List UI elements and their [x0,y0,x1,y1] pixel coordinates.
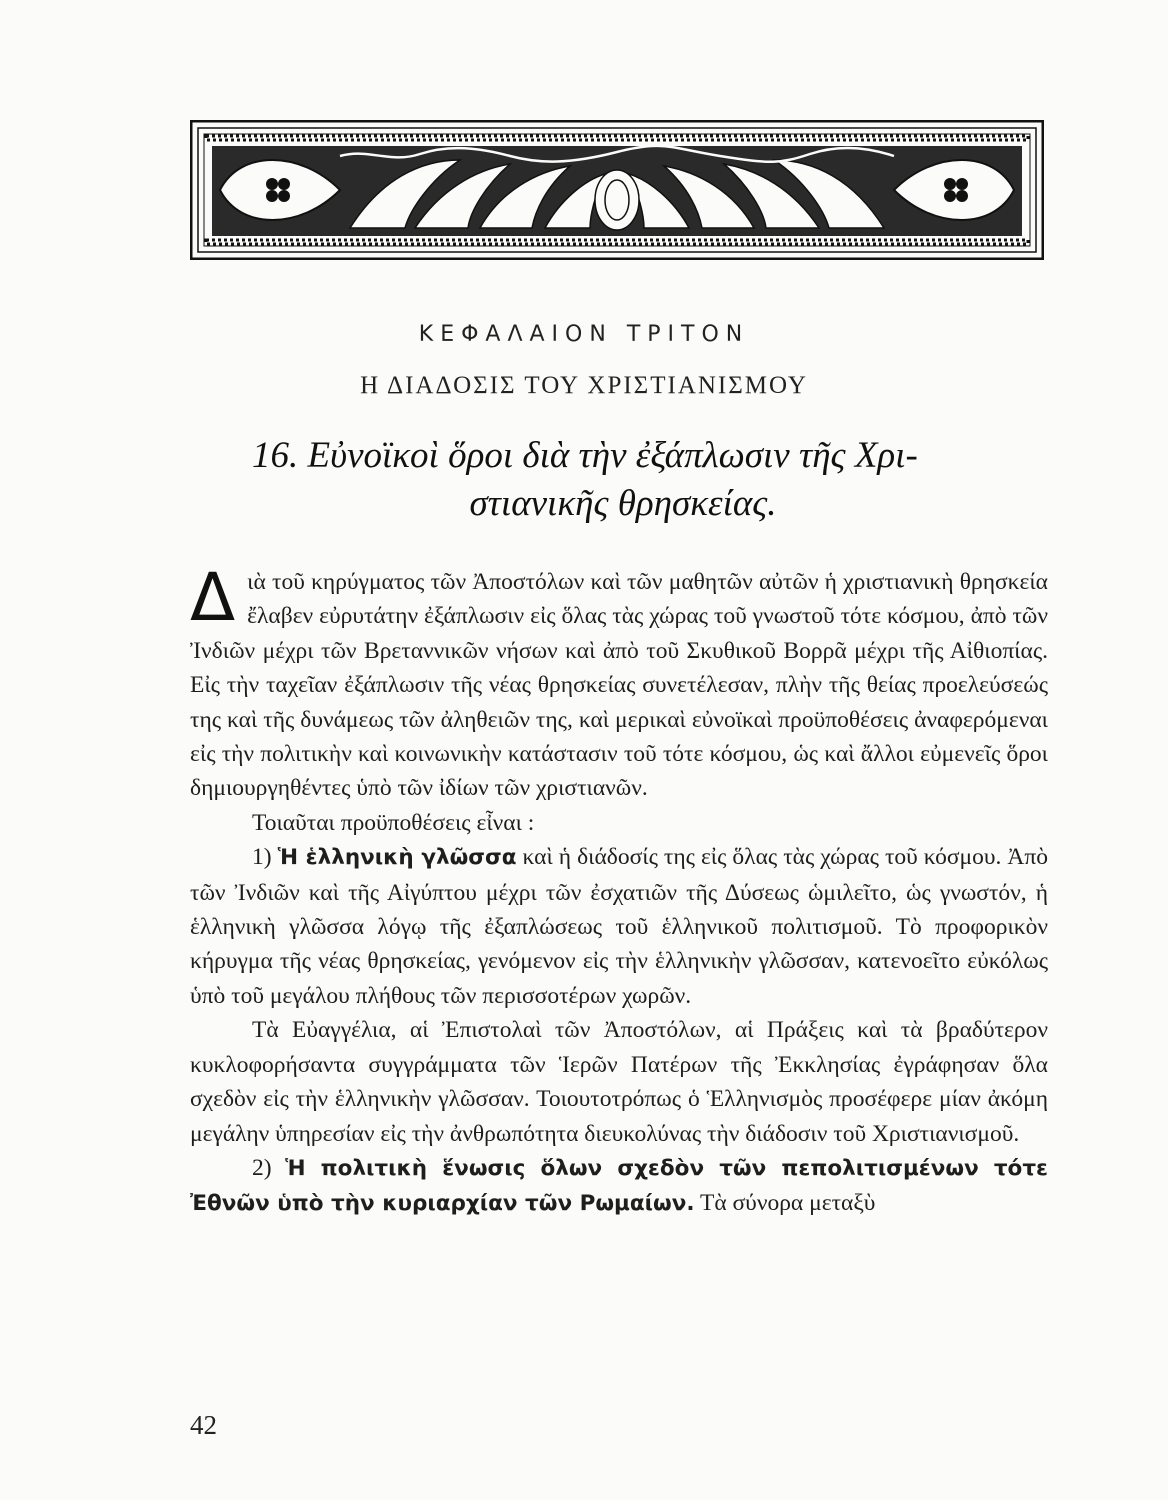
paragraph-4: Τὰ Εὐαγγέλια, αἱ Ἐπιστολαὶ τῶν Ἀποστόλων, αἱ Πράξεις καὶ τὰ βραδύτερον κυκλοφορήσαντα συγγράμματα τῶν Ἱερῶν Πατέρων τῆς Ἐκκλησίας ἐγράφησαν ὅλα σχεδὸν εἰς τὴν ἑλληνικὴν γλῶσσαν. Τοιουτοτρόπως ὁ Ἑλληνισμὸς προσέφερε μίαν ἀκόμη μεγάλην ὑπηρεσίαν εἰς τὴν ἀνθρωπότητα διευκολύνας τὴν διάδοσιν τοῦ Χριστιανισμοῦ. [190,1017,1048,1147]
paragraph-5-bold-lead: Ἡ πολιτικὴ ἕνωσις ὅλων σχεδὸν τῶν πεπολιτισμένων τότε Ἐθνῶν ὑπὸ τὴν κυριαρχίαν τῶν Ρωμαίων. [190,1155,1049,1217]
paragraph-2: Τοιαῦται προϋποθέσεις εἶναι : [252,809,535,836]
paragraph-5-number: 2) [252,1154,272,1181]
chapter-label: ΚΕΦΑΛΑΙΟΝ ΤΡΙΤΟΝ [418,322,750,347]
page-number: 42 [190,1410,217,1440]
paragraph-3-number: 1) [252,844,272,871]
section-heading-line-1: 16. Εὐνοϊκοὶ ὅροι διὰ τὴν ἐξάπλωσιν τῆς Χρι- [252,435,918,476]
paragraph-3-text: καὶ ἡ διάδοσίς της εἰς ὅλας τὰς χώρας τοῦ κόσμου. Ἀπὸ τῶν Ἰνδιῶν καὶ τῆς Αἰγύπτου μέχρι τῶν ἐσχατιῶν τῆς Δύσεως ὡμιλεῖτο, ὡς γνωστόν, ἡ ἑλληνικὴ γλῶσσα λόγῳ τῆς ἐξαπλώσεως τοῦ ἑλληνικοῦ πολιτισμοῦ. Τὸ προφορικὸν κήρυγμα τῆς νέας θρησκείας, γενόμενον εἰς τὴν ἑλληνικὴν γλῶσσαν, κατενοεῖτο εὐκόλως ὑπὸ τοῦ μεγάλου πλήθους τῶν περισσοτέρων χωρῶν. [190,844,1048,1009]
paragraph-3 [190,840,1048,1013]
drop-cap: Δ [190,559,236,636]
paragraph-1 [190,559,1048,806]
paragraph-5 [190,1151,1048,1222]
paragraph-3-bold-lead: Ἡ ἑλληνικὴ γλῶσσα [277,845,517,871]
section-heading-line-2: στιανικῆς θρησκείας. [469,483,777,524]
byzantine-headpiece-ornament [190,120,1044,260]
paragraph-1-text: ιὰ τοῦ κηρύγματος τῶν Ἀποστόλων καὶ τῶν μαθητῶν αὐτῶν ἡ χριστιανικὴ θρησκεία ἔλαβεν εὐρυτάτην ἐξάπλωσιν εἰς ὅλας τὰς χώρας τοῦ γνωστοῦ τότε κόσμου, ἀπὸ τῶν Ἰνδιῶν μέχρι τῶν Βρεταννικῶν νήσων καὶ ἀπὸ τοῦ Σκυθικοῦ Βορρᾶ μέχρι τῆς Αἰθιοπίας. Εἰς τὴν ταχεῖαν ἐξάπλωσιν τῆς νέας θρησκείας συνετέλεσαν, πλὴν τῆς θείας προελεύσεώς της καὶ τῆς δυνάμεως τῶν ἀληθειῶν της, καὶ μερικαὶ εὐνοϊκαὶ προϋποθέσεις ἀναφερόμεναι εἰς τὴν πολιτικὴν καὶ κοινωνικὴν κατάστασιν τοῦ τότε κόσμου, ὡς καὶ ἄλλοι εὐμενεῖς ὅροι δημιουργηθέντες ὑπὸ τῶν ἰδίων τῶν χριστιανῶν. [190,569,1048,802]
chapter-title: Η ΔΙΑΔΟΣΙΣ ΤΟΥ ΧΡΙΣΤΙΑΝΙΣΜΟΥ [360,372,808,399]
body-text [190,559,1049,1222]
section-heading [190,432,1046,528]
paragraph-5-text: Τὰ σύνορα μεταξὺ [699,1190,876,1217]
